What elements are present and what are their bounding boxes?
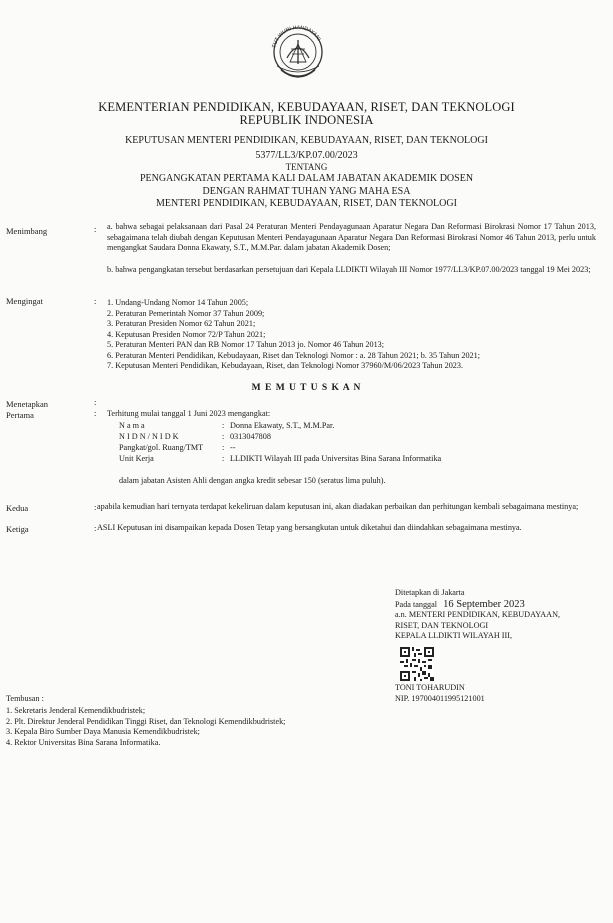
ketiga-label: Ketiga (6, 524, 29, 534)
tembusan-label: Tembusan : (6, 694, 44, 703)
list-item: 5. Peraturan Menteri PAN dan RB Nomor 17 Tahun 2013 jo. Nomor 46 Tahun 2013; (107, 340, 385, 349)
list-item: 1. Undang-Undang Nomor 14 Tahun 2005; (107, 298, 249, 307)
menimbang-label: Menimbang (6, 226, 48, 236)
decree-subject: PENGANGKATAN PERTAMA KALI DALAM JABATAN AKADEMIK DOSEN (139, 173, 474, 184)
on-behalf-line-1: a.n. MENTERI PENDIDIKAN, KEBUDAYAAN, (395, 610, 561, 619)
appointee-rank: -- (230, 443, 236, 452)
list-item: 4. Keputusan Presiden Nomor 72/P Tahun 2021; (107, 329, 266, 339)
menetapkan-colon: : (94, 397, 97, 407)
list-item: 1. Sekretaris Jenderal Kemendikbudristek; (6, 706, 146, 715)
list-item: 7. Keputusan Menteri Pendidikan, Kebudayaan, Riset, dan Teknologi Nomor 37960/M/06/2023 Tahun 2023. (107, 361, 464, 370)
country-title: REPUBLIK INDONESIA (239, 113, 374, 127)
list-item: 6. Peraturan Menteri Pendidikan, Kebudayaan, Riset dan Teknologi Nomor : a. 28 Tahun 2021; b. 35 Tahun 2021; (107, 350, 481, 360)
decree-title: KEPUTUSAN MENTERI PENDIDIKAN, KEBUDAYAAN, RISET, DAN TEKNOLOGI (125, 135, 488, 146)
memutuskan-heading: M E M U T U S K A N (251, 383, 362, 393)
menimbang-point-a: a. bahwa sebagai pelaksanaan dari Pasal 24 Peraturan Menteri Pendayagunaan Aparatur Negara Dan Reformasi Birokrasi Nomor 17 Tahun 2013, sebagaimana telah diubah dengan Keputusan Menteri Pendayagunaan Aparatur Negara Dan Reformasi Birokrasi Nomor 46 Tahun 2013, perlu untuk mengangkat Saudara Donna Ekawaty, S.T., M.M.Par. dalam jabatan Akademik Dosen; (107, 222, 596, 252)
kedua-colon: : (94, 502, 97, 512)
detail-row-nidn: N I D N / N I D K : 0313047808 (119, 432, 271, 441)
about-label: TENTANG (285, 162, 328, 172)
signatory-name: TONI TOHARUDIN (395, 683, 465, 692)
menimbang-colon: : (94, 224, 97, 234)
appointee-details (119, 421, 589, 465)
kedua-text: apabila kemudian hari ternyata terdapat kekeliruan dalam keputusan ini, akan diadakan perbaikan dan perhitungan kembali sebagaimana mestinya; (97, 502, 579, 511)
on-behalf-line-2: RISET, DAN TEKNOLOGI (395, 620, 489, 630)
ministry-title: KEMENTERIAN PENDIDIKAN, KEBUDAYAAN, RISET, DAN TEKNOLOGI (98, 100, 515, 114)
detail-row-unit: Unit Kerja : LLDIKTI Wilayah III pada Universitas Bina Sarana Informatika (119, 454, 442, 463)
list-item: 3. Peraturan Presiden Nomor 62 Tahun 2021; (107, 319, 256, 328)
pertama-intro: Terhitung mulai tanggal 1 Juni 2023 mengangkat: (107, 409, 271, 418)
detail-row-name: N a m a : Donna Ekawaty, S.T., M.M.Par. (119, 421, 335, 430)
list-item: 4. Rektor Universitas Bina Sarana Informatika. (6, 737, 161, 747)
appointee-nidn: 0313047808 (230, 432, 271, 441)
on-behalf-line-3: KEPALA LLDIKTI WILAYAH III, (395, 631, 513, 640)
svg-text:TUT WURI HANDAYANI: TUT WURI HANDAYANI (271, 24, 322, 49)
qr-code-icon (400, 647, 434, 681)
detail-row-rank: Pangkat/gol. Ruang/TMT : -- (119, 443, 236, 452)
kedua-label: Kedua (6, 503, 29, 513)
mengingat-label: Mengingat (6, 296, 43, 306)
decree-number: 5377/LL3/KP.07.00/2023 (255, 150, 358, 161)
list-item: 2. Plt. Direktur Jenderal Pendidikan Tinggi Riset, dan Teknologi Kemendikbudristek; (6, 716, 286, 726)
signing-date-row (395, 600, 605, 611)
signatory-nip: NIP. 197004011995121001 (395, 694, 485, 703)
ketiga-text: ASLI Keputusan ini disampaikan kepada Dosen Tetap yang bersangkutan untuk diketahui dan diindahkan sebagaimana mestinya. (97, 523, 522, 532)
pertama-colon: : (94, 408, 97, 418)
menetapkan-label: Menetapkan (6, 399, 49, 409)
signing-place: Ditetapkan di Jakarta (395, 588, 465, 597)
mengingat-list (107, 298, 587, 372)
ketiga-colon: : (94, 523, 97, 533)
minister-line: MENTERI PENDIDIKAN, KEBUDAYAAN, RISET, DAN TEKNOLOGI (156, 198, 457, 209)
signing-date: 16 September 2023 (443, 598, 525, 610)
tembusan-list (6, 706, 426, 748)
appointee-unit: LLDIKTI Wilayah III pada Universitas Bina Sarana Informatika (230, 454, 442, 463)
blessing-line: DENGAN RAHMAT TUHAN YANG MAHA ESA (202, 186, 411, 197)
mengingat-colon: : (94, 296, 97, 306)
list-item: 2. Peraturan Pemerintah Nomor 37 Tahun 2009; (107, 308, 265, 318)
list-item: 3. Kepala Biro Sumber Daya Manusia Kemendikbudristek; (6, 727, 200, 736)
signing-date-label: Pada tanggal (395, 599, 438, 609)
appointee-name: Donna Ekawaty, S.T., M.M.Par. (230, 421, 335, 430)
menimbang-point-b: b. bahwa pengangkatan tersebut berdasarkan persetujuan dari Kepala LLDIKTI Wilayah III Nomor 1977/LL3/KP.07.00/2023 tanggal 19 Mei 2023; (107, 265, 591, 274)
pertama-label: Pertama (6, 410, 34, 420)
tut-wuri-handayani-logo (263, 22, 333, 86)
position-statement: dalam jabatan Asisten Ahli dengan angka kredit sebesar 150 (seratus lima puluh). (119, 476, 386, 485)
signature-block (395, 588, 605, 642)
